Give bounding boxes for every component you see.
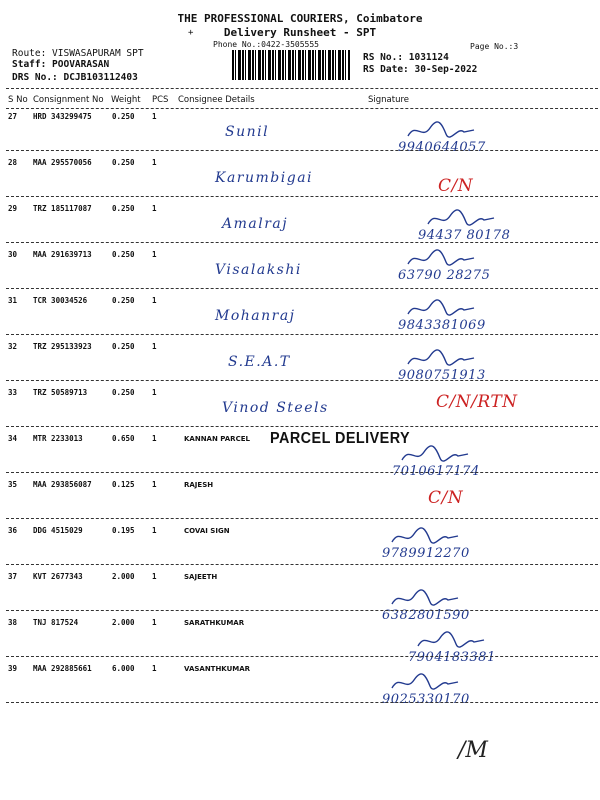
row-separator — [6, 656, 598, 657]
col-consignee: Consignee Details — [178, 95, 255, 105]
row-sno: 38 — [8, 618, 18, 627]
row-sno: 31 — [8, 296, 18, 305]
row-consignee-name: RAJESH — [184, 481, 214, 489]
row-pcs: 1 — [152, 250, 157, 259]
row-sno: 35 — [8, 480, 18, 489]
row-signature-phone: 7010617174 — [392, 464, 480, 479]
row-consignment: TRZ 295133923 — [33, 342, 92, 351]
row-consignment: KVT 2677343 — [33, 572, 83, 581]
row-sno: 28 — [8, 158, 18, 167]
row-separator — [6, 380, 598, 381]
row-pcs: 1 — [152, 342, 157, 351]
col-sno: S No — [8, 95, 28, 105]
row-consignee-name: VASANTHKUMAR — [184, 665, 251, 673]
row-consignment: MAA 295570056 — [33, 158, 92, 167]
row-consignment: DDG 4515029 — [33, 526, 83, 535]
row-signature-phone: 9025330170 — [382, 692, 470, 707]
row-consignee-name: SARATHKUMAR — [184, 619, 245, 627]
row-weight: 0.650 — [112, 434, 135, 443]
row-signature-phone: 9843381069 — [398, 318, 486, 333]
row-separator — [6, 610, 598, 611]
row-separator — [6, 518, 598, 519]
row-status-note: C/N — [438, 176, 474, 196]
pin-mark-icon: + — [188, 28, 194, 38]
row-sno: 37 — [8, 572, 18, 581]
row-status-note: C/N — [428, 488, 464, 508]
row-consignment: MAA 293856087 — [33, 480, 92, 489]
row-signature-phone: 9789912270 — [382, 546, 470, 561]
company-title: THE PROFESSIONAL COURIERS, Coimbatore — [177, 12, 423, 25]
row-weight: 0.195 — [112, 526, 135, 535]
row-consignee-name: COVAI SIGN — [184, 527, 230, 535]
row-separator — [6, 196, 598, 197]
row-consignee-handwritten: Mohanraj — [215, 308, 296, 324]
row-weight: 2.000 — [112, 618, 135, 627]
row-status-note: C/N/RTN — [436, 392, 518, 412]
col-consignment: Consignment No — [33, 95, 104, 105]
signature-scribble — [416, 630, 486, 652]
col-signature: Signature — [368, 95, 410, 105]
row-pcs: 1 — [152, 434, 157, 443]
signature-scribble — [406, 248, 476, 270]
row-consignee-handwritten: S.E.A.T — [228, 354, 291, 370]
row-consignment: MAA 292885661 — [33, 664, 92, 673]
row-separator — [6, 564, 598, 565]
row-separator — [6, 288, 598, 289]
phone-number: Phone No.:0422-3505555 — [213, 40, 319, 49]
row-pcs: 1 — [152, 572, 157, 581]
row-weight: 6.000 — [112, 664, 135, 673]
row-weight: 0.250 — [112, 388, 135, 397]
route-label: Route: VISWASAPURAM SPT — [12, 48, 144, 59]
row-weight: 2.000 — [112, 572, 135, 581]
row-separator — [6, 334, 598, 335]
header-rule-top — [6, 88, 598, 89]
col-pcs: PCS — [152, 95, 169, 105]
signature-scribble — [390, 672, 460, 694]
staff-label: Staff: POOVARASAN — [12, 59, 110, 70]
row-sno: 36 — [8, 526, 18, 535]
row-separator — [6, 242, 598, 243]
row-consignment: TNJ 817524 — [33, 618, 79, 627]
row-signature-phone: 9080751913 — [398, 368, 486, 383]
row-weight: 0.250 — [112, 296, 135, 305]
document-title: Delivery Runsheet - SPT — [223, 26, 377, 39]
row-pcs: 1 — [152, 526, 157, 535]
row-consignee-handwritten: Karumbigai — [215, 170, 314, 186]
row-consignee-name: KANNAN PARCEL — [184, 435, 250, 443]
row-consignee-name: SAJEETH — [184, 573, 218, 581]
row-weight: 0.250 — [112, 250, 135, 259]
header-rule-bottom — [6, 108, 598, 109]
row-weight: 0.250 — [112, 158, 135, 167]
row-pcs: 1 — [152, 204, 157, 213]
row-separator — [6, 472, 598, 473]
barcode — [232, 50, 350, 80]
row-consignee-handwritten: Sunil — [225, 124, 270, 140]
row-sno: 27 — [8, 112, 18, 121]
row-signature-phone: 9940644057 — [398, 140, 486, 155]
parcel-delivery-stamp: PARCEL DELIVERY — [270, 430, 411, 447]
row-consignment: MTR 2233013 — [33, 434, 83, 443]
row-weight: 0.250 — [112, 112, 135, 121]
col-weight: Weight — [111, 95, 141, 105]
row-sno: 32 — [8, 342, 18, 351]
row-separator — [6, 150, 598, 151]
row-sno: 34 — [8, 434, 18, 443]
signature-scribble — [400, 444, 470, 466]
signature-scribble — [406, 348, 476, 370]
row-sno: 30 — [8, 250, 18, 259]
row-signature-phone: 63790 28275 — [398, 268, 491, 283]
rs-number: RS No.: 1031124 — [363, 52, 449, 63]
row-consignment: HRD 343299475 — [33, 112, 92, 121]
row-sno: 39 — [8, 664, 18, 673]
row-consignee-handwritten: Vinod Steels — [222, 400, 329, 416]
signature-scribble — [390, 526, 460, 548]
rs-date: RS Date: 30-Sep-2022 — [363, 64, 478, 75]
row-consignee-handwritten: Visalakshi — [215, 262, 302, 278]
row-weight: 0.250 — [112, 204, 135, 213]
row-consignee-handwritten: Amalraj — [222, 216, 289, 232]
row-consignment: TCR 30034526 — [33, 296, 88, 305]
row-pcs: 1 — [152, 296, 157, 305]
drs-number: DRS No.: DCJB103112403 — [12, 72, 138, 83]
signature-scribble — [426, 208, 496, 230]
signature-scribble — [406, 298, 476, 320]
row-separator — [6, 426, 598, 427]
row-pcs: 1 — [152, 480, 157, 489]
row-sno: 33 — [8, 388, 18, 397]
row-signature-phone: 94437 80178 — [418, 228, 511, 243]
row-separator — [6, 702, 598, 703]
row-sno: 29 — [8, 204, 18, 213]
page-number: Page No.:3 — [470, 42, 519, 51]
footer-initial-mark: /M — [458, 738, 488, 763]
row-signature-phone: 7904183381 — [408, 650, 496, 665]
row-pcs: 1 — [152, 112, 157, 121]
row-pcs: 1 — [152, 664, 157, 673]
row-consignment: TRZ 50589713 — [33, 388, 88, 397]
row-signature-phone: 6382801590 — [382, 608, 470, 623]
row-weight: 0.125 — [112, 480, 135, 489]
row-consignment: TRZ 185117087 — [33, 204, 92, 213]
row-pcs: 1 — [152, 618, 157, 627]
row-pcs: 1 — [152, 158, 157, 167]
signature-scribble — [406, 120, 476, 142]
row-consignment: MAA 291639713 — [33, 250, 92, 259]
row-weight: 0.250 — [112, 342, 135, 351]
row-pcs: 1 — [152, 388, 157, 397]
signature-scribble — [390, 588, 460, 610]
